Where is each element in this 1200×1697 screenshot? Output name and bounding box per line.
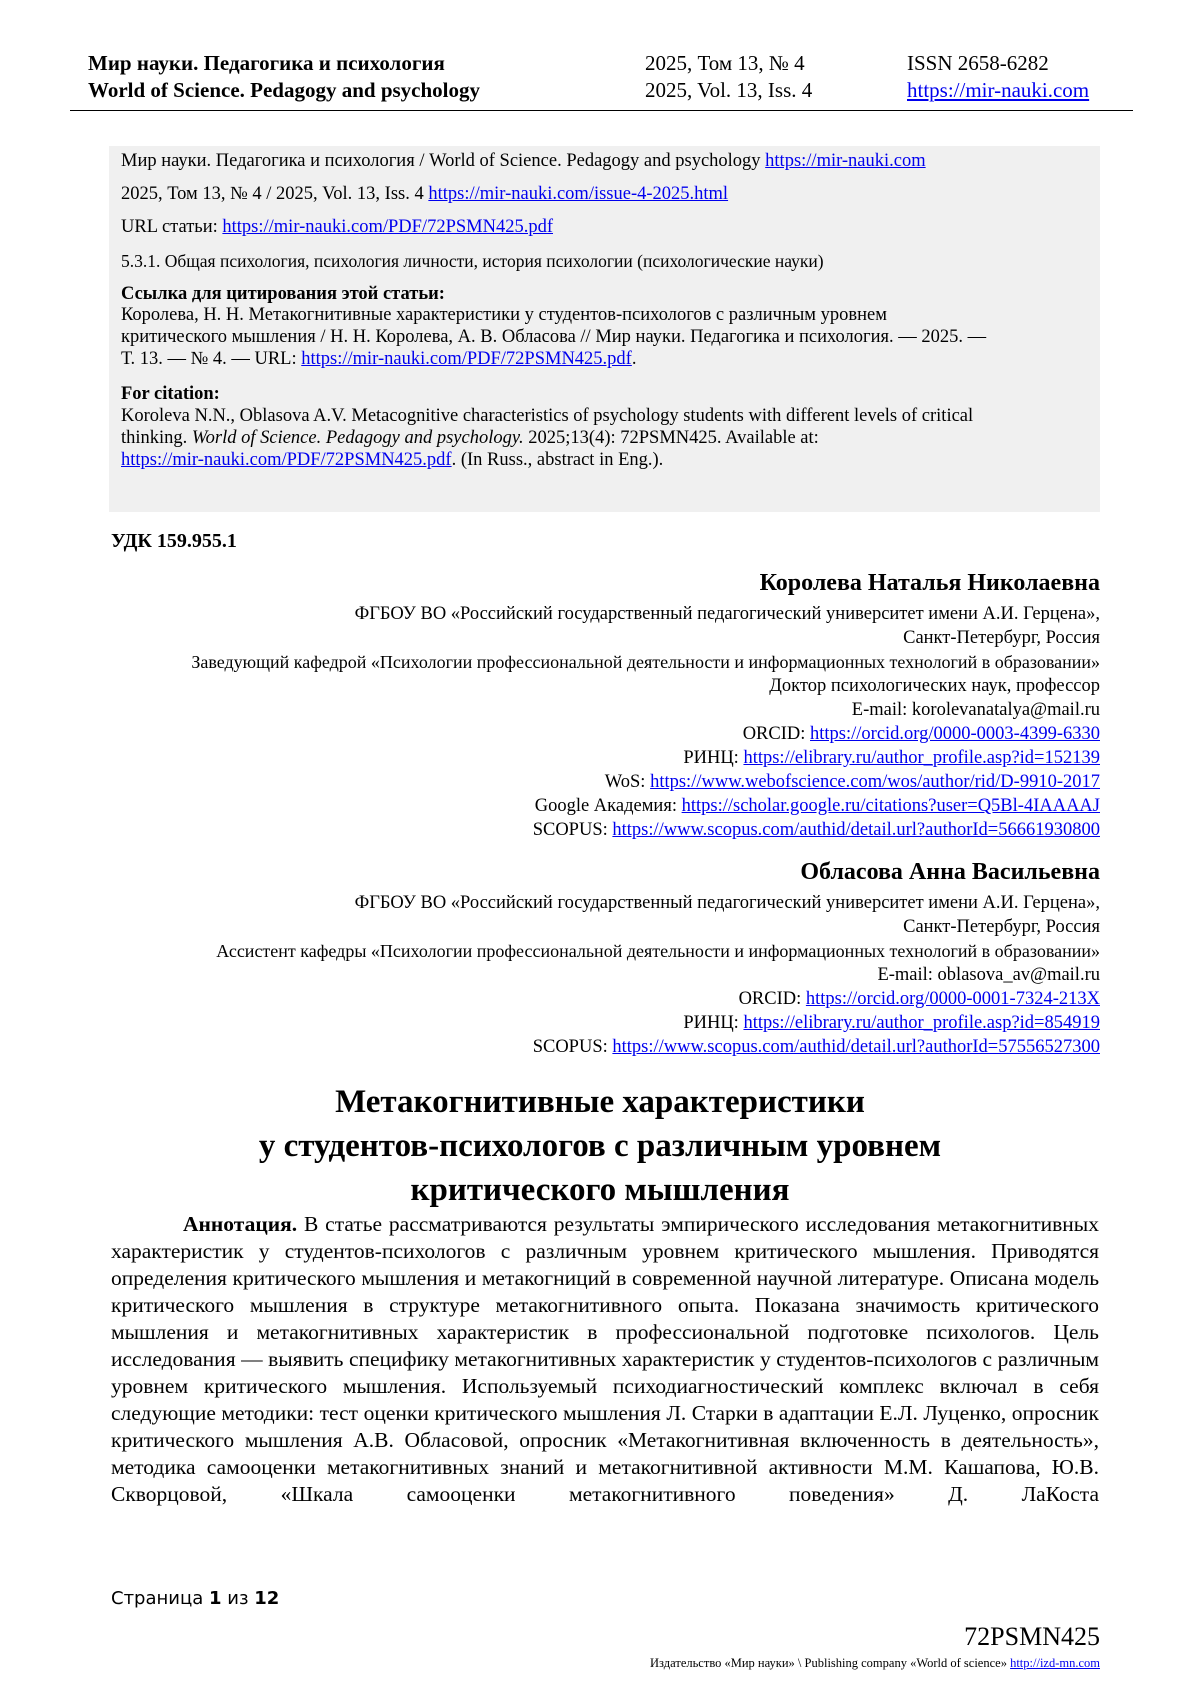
cite-ru-link[interactable]: https://mir-nauki.com/PDF/72PSMN425.pdf (301, 349, 632, 369)
site-link[interactable]: https://mir-nauki.com (907, 78, 1090, 102)
author-2-city: Санкт-Петербург, Россия (903, 917, 1100, 937)
page-header (70, 50, 1133, 111)
abstract-text: В статье рассматриваются результаты эмпирического исследования метакогнитивных характеристик у студентов-психологов с различным уровнем критического мышления. Приводятся определения критического мышления и метакогниций в современной научной литературе. Описана модель критического мышления в структуре метакогнитивного опыта. Показана значимость критического мышления и метакогнитивных характеристик в профессиональной подготовке психологов. Цель исследования — выявить специфику метакогнитивных характеристик у студентов-психологов с различным уровнем критического мышления. Используемый психодиагностический комплекс включал в себя следующие методики: тест оценки критического мышления Л. Старки в адаптации Е.Л. Луценко, опросник критического мышления А.В. Обласовой, опросник «Метакогнитивная включенность в деятельность», методика самооценки метакогнитивных знаний и метакогнитивной активности М.М. Кашапова, Ю.В. Скворцовой, «Шкала самооценки метакогнитивного поведения» Д. ЛаКоста (111, 1212, 1099, 1506)
publisher-link[interactable]: http://izd-mn.com (1010, 1656, 1100, 1670)
box-line-journal: Мир науки. Педагогика и психология / World of Science. Pedagogy and psychology https://mir-nauki.com (121, 151, 926, 171)
volume-en: 2025, Vol. 13, Iss. 4 (645, 78, 813, 102)
cite-ru-heading: Ссылка для цитирования этой статьи: (121, 284, 445, 304)
cite-en-heading: For citation: (121, 384, 220, 404)
author-1-position: Заведующий кафедрой «Психологии профессиональной деятельности и информационных технологий в образовании» (191, 652, 1100, 672)
author-2-rinc: РИНЦ: https://elibrary.ru/author_profile.asp?id=854919 (683, 1013, 1100, 1033)
author-1-wos: WoS: https://www.webofscience.com/wos/author/rid/D-9910-2017 (604, 772, 1100, 792)
journal-title-en: World of Science. Pedagogy and psychology (88, 78, 481, 102)
issn: ISSN 2658-6282 (907, 51, 1049, 75)
author-2-orcid: ORCID: https://orcid.org/0000-0001-7324-213X (738, 989, 1100, 1009)
author-2-email: E-mail: oblasova_av@mail.ru (877, 965, 1100, 985)
author-1-orcid: ORCID: https://orcid.org/0000-0003-4399-6330 (742, 724, 1100, 744)
author-1-org: ФГБОУ ВО «Российский государственный педагогический университет имени А.И. Герцена», (354, 604, 1100, 624)
author-1-scholar: Google Академия: https://scholar.google.ru/citations?user=Q5Bl-4IAAAAJ (534, 796, 1100, 816)
box-line-url: URL статьи: https://mir-nauki.com/PDF/72PSMN425.pdf (121, 217, 553, 237)
box-line-specialty: 5.3.1. Общая психология, психология личности, история психологии (психологические науки) (121, 251, 824, 271)
issue-link[interactable]: https://mir-nauki.com/issue-4-2025.html (428, 184, 729, 204)
author-2-scopus: SCOPUS: https://www.scopus.com/authid/detail.url?authorId=57556527300 (532, 1037, 1100, 1057)
author-1-scopus: SCOPUS: https://www.scopus.com/authid/detail.url?authorId=56661930800 (532, 820, 1100, 840)
article-url-link[interactable]: https://mir-nauki.com/PDF/72PSMN425.pdf (222, 217, 553, 237)
journal-link[interactable]: https://mir-nauki.com (765, 151, 926, 171)
author-1-city: Санкт-Петербург, Россия (903, 628, 1100, 648)
citation-box (109, 146, 1100, 512)
volume-ru: 2025, Том 13, № 4 (645, 51, 805, 75)
cite-en-line-3: https://mir-nauki.com/PDF/72PSMN425.pdf. (In Russ., abstract in Eng.). (121, 450, 664, 470)
author-1-name: Королева Наталья Николаевна (759, 570, 1100, 596)
page-number: Страница 1 из 12 (111, 1588, 280, 1609)
author-1-degree: Доктор психологических наук, профессор (769, 676, 1100, 696)
cite-en-link[interactable]: https://mir-nauki.com/PDF/72PSMN425.pdf (121, 450, 452, 470)
publisher-line: Издательство «Мир науки» \ Publishing company «World of science» http://izd-mn.com (650, 1656, 1100, 1670)
author-2-name: Обласова Анна Васильевна (800, 859, 1100, 885)
cite-en-line-2: thinking. World of Science. Pedagogy and psychology. 2025;13(4): 72PSMN425. Available at: (121, 428, 819, 448)
author-1-rinc: РИНЦ: https://elibrary.ru/author_profile.asp?id=152139 (683, 748, 1100, 768)
cite-ru-line-2: критического мышления / Н. Н. Королева, А. В. Обласова // Мир науки. Педагогика и психология. — 2025. — (121, 327, 987, 347)
cite-ru-line-1: Королева, Н. Н. Метакогнитивные характеристики у студентов-психологов с различным уровнем (121, 305, 887, 325)
udk: УДК 159.955.1 (111, 530, 237, 552)
article-code: 72PSMN425 (964, 1622, 1100, 1651)
journal-title-ru: Мир науки. Педагогика и психология (88, 51, 445, 75)
author-1-email: E-mail: korolevanatalya@mail.ru (851, 700, 1100, 720)
author-2-block (216, 857, 1100, 1059)
abstract (111, 1211, 1099, 1508)
author-2-org: ФГБОУ ВО «Российский государственный педагогический университет имени А.И. Герцена», (354, 893, 1100, 913)
box-line-issue: 2025, Том 13, № 4 / 2025, Vol. 13, Iss. 4 https://mir-nauki.com/issue-4-2025.html (121, 184, 729, 204)
author-2-position: Ассистент кафедры «Психологии профессиональной деятельности и информационных технологий в образовании» (216, 941, 1100, 961)
author-1-block (191, 568, 1100, 842)
cite-ru-line-3: Т. 13. — № 4. — URL: https://mir-nauki.com/PDF/72PSMN425.pdf. (121, 349, 637, 369)
article-title: Метакогнитивные характеристики у студентов-психологов с различным уровнем критического мышления (258, 1084, 942, 1208)
cite-en-line-1: Koroleva N.N., Oblasova A.V. Metacognitive characteristics of psychology students with different levels of critical (121, 406, 974, 426)
abstract-label: Аннотация. (183, 1212, 298, 1236)
